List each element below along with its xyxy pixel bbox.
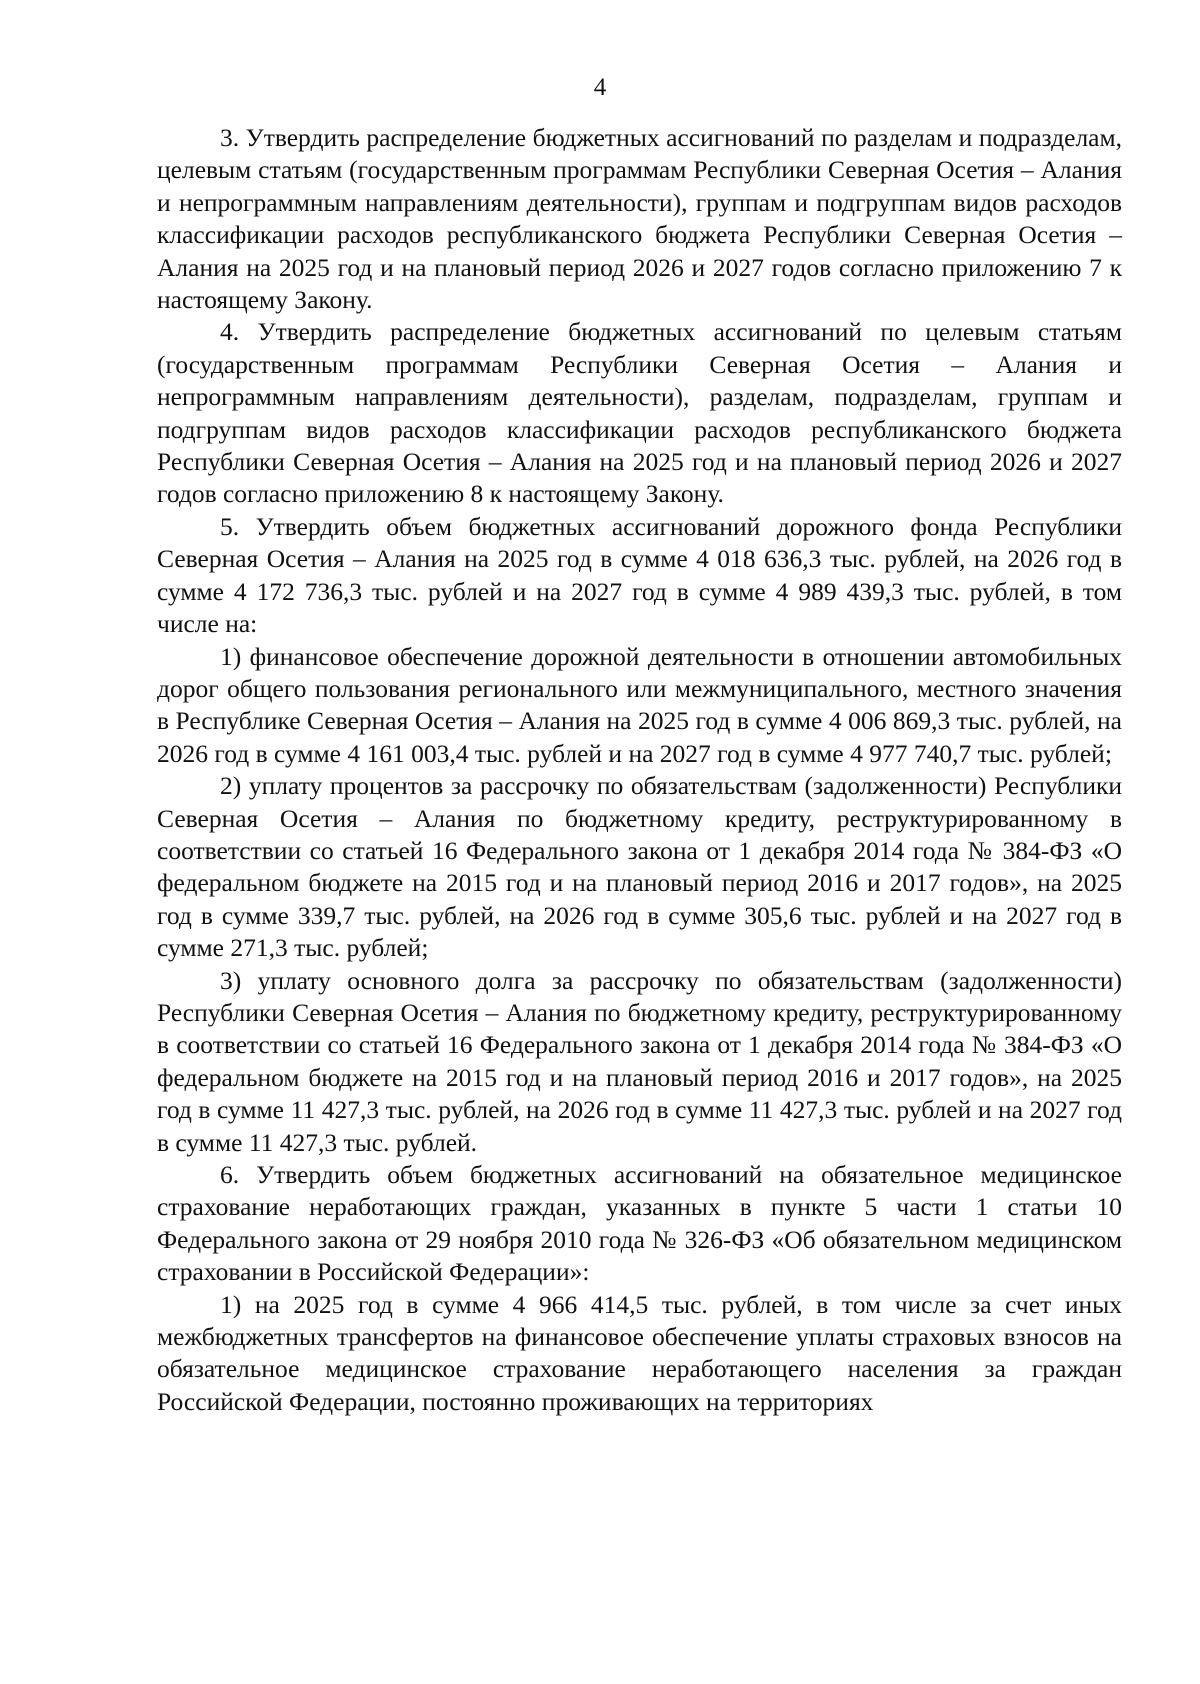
paragraph-4-expenditure-by-target-items: 4. Утвердить распределение бюджетных ассигнований по целевым статьям (государственным программам Республики Северная Осетия – Алания и непрограммным направлениям деятельности), разделам, подразделам, группам и подгруппам видов расходов классификации расходов республиканского бюджета Республики Северная Осетия – Алания на 2025 год и на плановый период 2026 и 2027 годов согласно приложению 8 к настоящему Закону. <box>157 317 1122 509</box>
paragraph-5-road-fund: 5. Утвердить объем бюджетных ассигнований дорожного фонда Республики Северная Осетия – Алания на 2025 год в сумме 4 018 636,3 тыс. рублей, на 2026 год в сумме 4 172 736,3 тыс. рублей и на 2027 год в сумме 4 989 439,3 тыс. рублей, в том числе на: <box>157 511 1122 639</box>
document-body <box>157 122 1122 1416</box>
paragraph-6-item-1-2025: 1) на 2025 год в сумме 4 966 414,5 тыс. рублей, в том числе за счет иных межбюджетных трансфертов на финансовое обеспечение уплаты страховых взносов на обязательное медицинское страхование неработающего населения за граждан Российской Федерации, постоянно проживающих на территориях <box>157 1289 1122 1416</box>
paragraph-6-medical-insurance: 6. Утвердить объем бюджетных ассигнований на обязательное медицинское страхование неработающих граждан, указанных в пункте 5 части 1 статьи 10 Федерального закона от 29 ноября 2010 года № 326-ФЗ «Об обязательном медицинском страховании в Российской Федерации»: <box>157 1160 1122 1287</box>
page-number: 4 <box>593 74 607 101</box>
paragraph-5-item-2-interest-payment: 2) уплату процентов за рассрочку по обязательствам (задолженности) Республики Северная Осетия – Алания по бюджетному кредиту, реструктурированному в соответствии со статьей 16 Федерального закона от 1 декабря 2014 года № 384-ФЗ «О федеральном бюджете на 2015 год и на плановый период 2016 и 2017 годов», на 2025 год в сумме 339,7 тыс. рублей, на 2026 год в сумме 305,6 тыс. рублей и на 2027 год в сумме 271,3 тыс. рублей; <box>157 771 1122 963</box>
paragraph-3-expenditure-by-sections: 3. Утвердить распределение бюджетных ассигнований по разделам и подразделам, целевым статьям (государственным программам Республики Северная Осетия – Алания и непрограммным направлениям деятельности), группам и подгруппам видов расходов классификации расходов республиканского бюджета Республики Северная Осетия – Алания на 2025 год и на плановый период 2026 и 2027 годов согласно приложению 7 к настоящему Закону. <box>157 123 1122 315</box>
paragraph-5-item-3-principal-payment: 3) уплату основного долга за рассрочку по обязательствам (задолженности) Республики Северная Осетия – Алания по бюджетному кредиту, реструктурированному в соответствии со статьей 16 Федерального закона от 1 декабря 2014 года № 384-ФЗ «О федеральном бюджете на 2015 год и на плановый период 2016 и 2017 годов», на 2025 год в сумме 11 427,3 тыс. рублей, на 2026 год в сумме 11 427,3 тыс. рублей и на 2027 год в сумме 11 427,3 тыс. рублей. <box>157 965 1122 1157</box>
paragraph-5-item-1-road-activity: 1) финансовое обеспечение дорожной деятельности в отношении автомобильных дорог общего пользования регионального или межмуниципального, местного значения в Республике Северная Осетия – Алания на 2025 год в сумме 4 006 869,3 тыс. рублей, на 2026 год в сумме 4 161 003,4 тыс. рублей и на 2027 год в сумме 4 977 740,7 тыс. рублей; <box>157 641 1122 768</box>
